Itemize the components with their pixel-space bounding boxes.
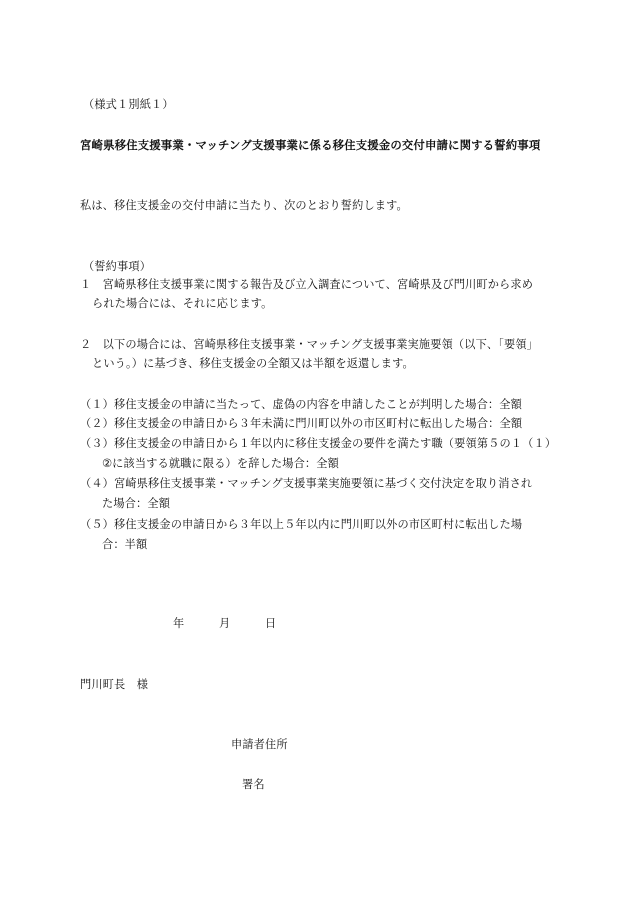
- sub-item-1: （１）移住支援金の申請に当たって、虚偽の内容を申請したことが判明した場合：全額: [80, 398, 522, 411]
- signature-label: 署名: [242, 778, 265, 791]
- intro-statement: 私は、移住支援金の交付申請に当たり、次のとおり誓約します。: [80, 199, 408, 212]
- sub-item-4-line1: （４）宮崎県移住支援事業・マッチング支援事業実施要領に基づく交付決定を取り消され: [80, 477, 533, 490]
- addressee: 門川町長 様: [80, 678, 149, 691]
- sub-item-2: （２）移住支援金の申請日から３年未満に門川町以外の市区町村に転出した場合：全額: [80, 417, 523, 430]
- item1-line2: られた場合には、それに応じます。: [92, 297, 273, 310]
- item1-line1: １ 宮崎県移住支援事業に関する報告及び立入調査について、宮崎県及び門川町から求め: [80, 278, 534, 291]
- form-label: （様式１別紙１）: [83, 98, 174, 111]
- item2-line2: という。）に基づき、移住支援金の全額又は半額を返還します。: [92, 357, 414, 370]
- applicant-address-label: 申請者住所: [231, 738, 288, 751]
- date-year: 年: [173, 617, 185, 630]
- date-month: 月: [219, 617, 231, 630]
- section-heading: （誓約事項）: [83, 260, 152, 273]
- sub-item-5-line2: 合：半額: [102, 538, 148, 551]
- sub-item-5-line1: （５）移住支援金の申請日から３年以上５年以内に門川町以外の市区町村に転出した場: [80, 518, 523, 531]
- item2-line1: ２ 以下の場合には、宮崎県移住支援事業・マッチング支援事業実施要領（以下、「要領」: [80, 338, 539, 351]
- sub-item-4-line2: た場合：全額: [102, 497, 171, 510]
- sub-item-3-line2: ②に該当する就職に限る）を辞した場合：全額: [102, 457, 339, 470]
- date-day: 日: [265, 617, 277, 630]
- sub-item-3-line1: （３）移住支援金の申請日から１年以内に移住支援金の要件を満たす職（要領第５の１（１）: [80, 437, 557, 450]
- document-title: 宮崎県移住支援事業・マッチング支援事業に係る移住支援金の交付申請に関する誓約事項: [80, 138, 541, 152]
